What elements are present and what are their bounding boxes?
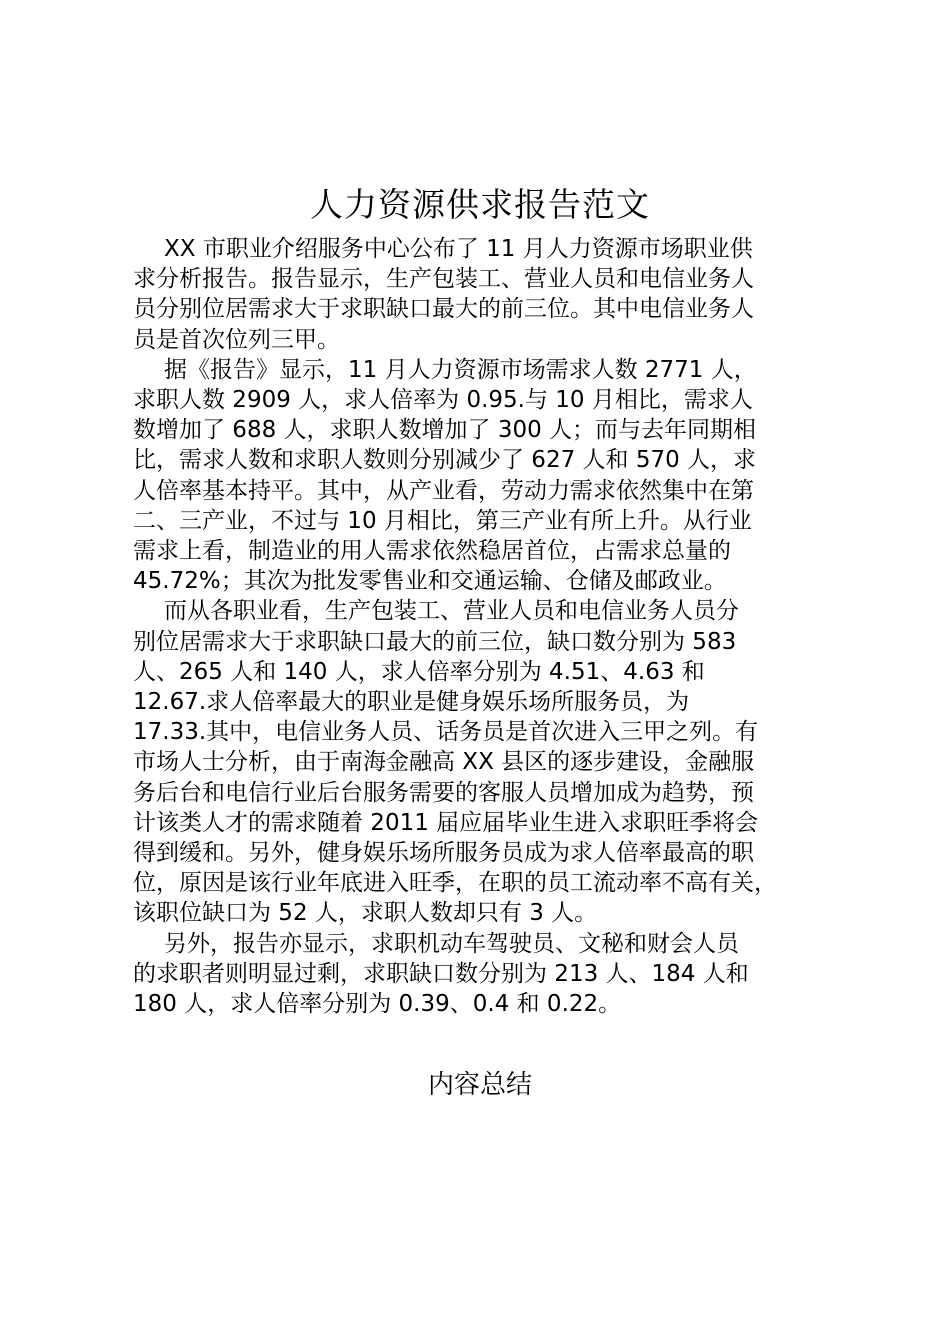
document-body — [133, 234, 853, 1019]
summary-heading: 内容总结 — [427, 1070, 532, 1100]
paragraph-1: XX 市职业介绍服务中心公布了 11 月人力资源市场职业供 求分析报告。报告显示，生产包装工、营业人员和电信业务人 员分别位居需求大于求职缺口最大的前三位。其中电信业务人 员是首次位列三甲。 — [133, 236, 754, 353]
paragraph-2: 据《报告》显示，11 月人力资源市场需求人数 2771 人， 求职人数 2909 人，求人倍率为 0.95.与 10 月相比，需求人 数增加了 688 人，求职人数增加了 300 人；而与去年同期相 比，需求人数和求职人数则分别减少了 627 人和 570 人，求 人倍率基本持平。其中，从产业看，劳动力需求依然集中在第 二、三产业，不过与 10 月相比，第三产业有所上升。从行业 需求上看，制造业的用人需求依然稳居首位，占需求总量的 45.72%；其次为批发零售业和交通运输、仓储及邮政业。 — [133, 356, 757, 595]
paragraph-4: 另外，报告亦显示，求职机动车驾驶员、文秘和财会人员 的求职者则明显过剩，求职缺口数分别为 213 人、184 人和 180 人，求人倍率分别为 0.39、0.4 和 0.22。 — [133, 930, 749, 1018]
paragraph-3: 而从各职业看，生产包装工、营业人员和电信业务人员分 别位居需求大于求职缺口最大的前三位，缺口数分别为 583 人、265 人和 140 人，求人倍率分别为 4.51、4.63 和 12.67.求人倍率最大的职业是健身娱乐场所服务员，为 17.33.其中，电信业务人员、话务员是首次进入三甲之列。有 市场人士分析，由于南海金融高 XX 县区的逐步建设，金融服 务后台和电信行业后台服务需要的客服人员增加成为趋势，预 计该类人才的需求随着 2011 届应届毕业生进入求职旺季将会 得到缓和。另外，健身娱乐场所服务员成为求人倍率最高的职 位，原因是该行业年底进入旺季，在职的员工流动率不高有关， 该职位缺口为 52 人，求职人数却只有 3 人。 — [133, 598, 777, 927]
document-title: 人力资源供求报告范文 — [310, 185, 650, 224]
